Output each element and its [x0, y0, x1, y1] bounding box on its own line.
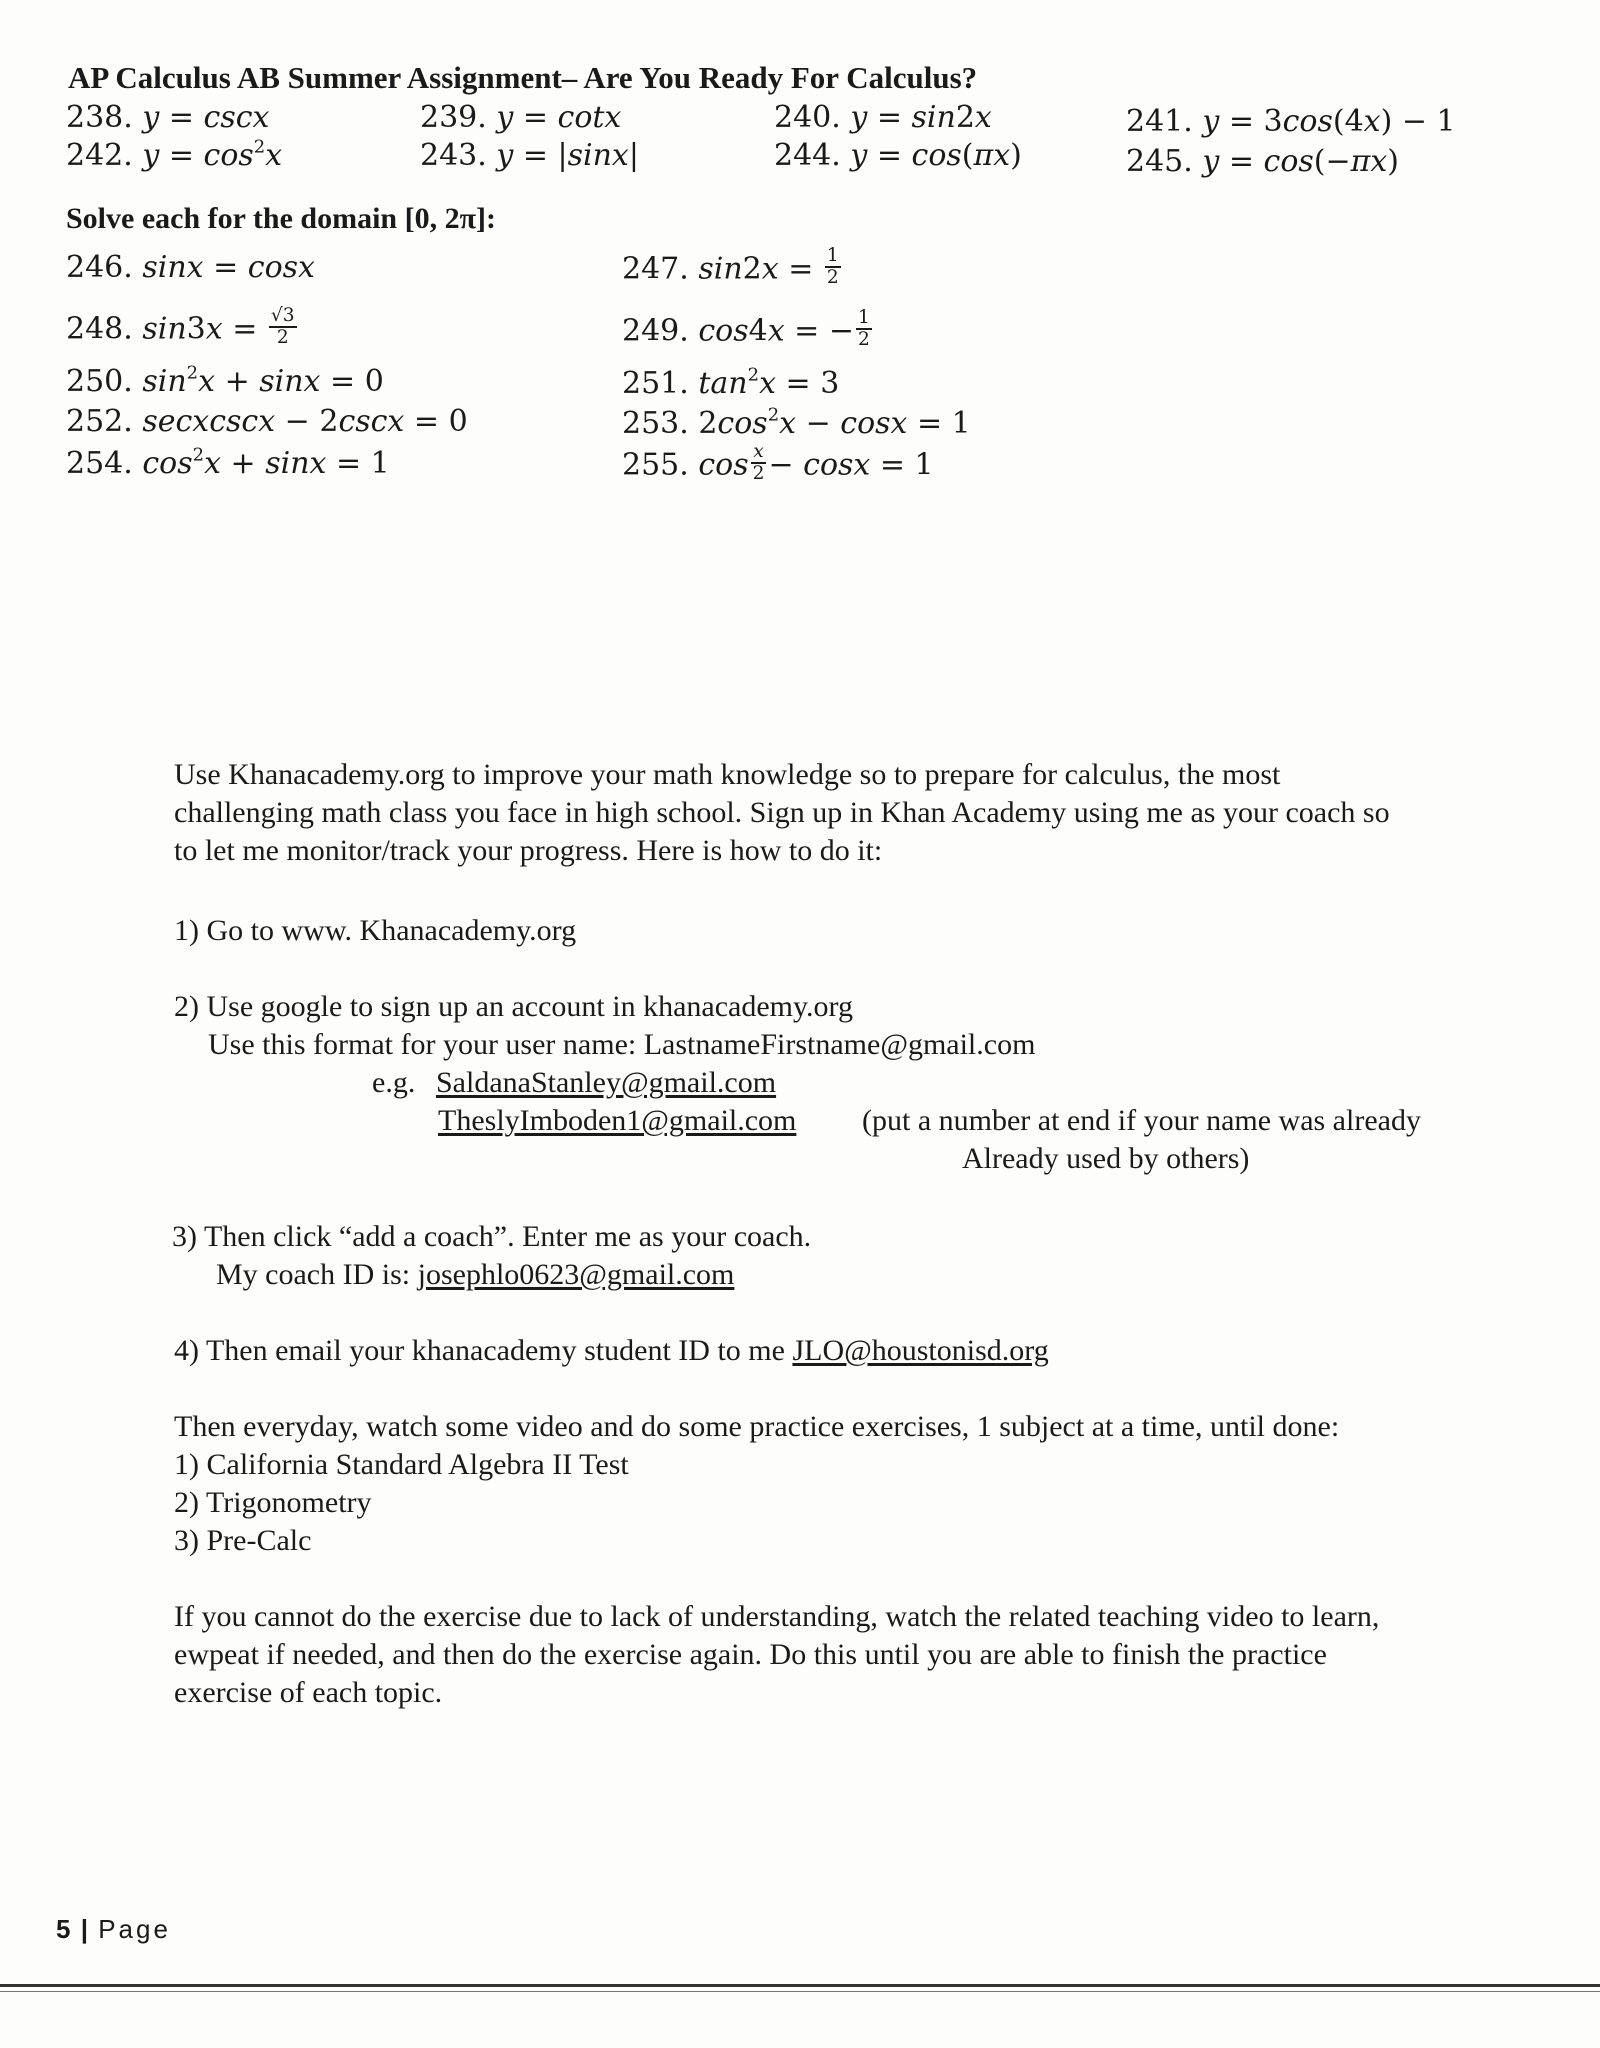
step-2-line-1: 2) Use google to sign up an account in khanacademy.org [174, 990, 853, 1023]
page-footer [56, 1914, 171, 1945]
subject-item: 2) Trigonometry [174, 1486, 372, 1519]
footer-rule-thin [0, 1991, 1600, 1992]
subject-item: 1) California Standard Algebra II Test [174, 1448, 629, 1481]
footer-rule [0, 1984, 1600, 1987]
problem-253: 253. $2\cos^2x - \cos x = 1$ [622, 404, 971, 441]
intro-paragraph: Use Khanacademy.org to improve your math knowledge so to prepare for calculus, the most challenging math class you face in high school. Sign up in Khan Academy using me as your coach so to let me monitor/track your progress. Here is how to do it: [174, 758, 1390, 867]
problem-243: 243. y = |sinx| [420, 138, 639, 173]
problem-244: 244. y = cos(πx) [774, 138, 1022, 173]
solve-heading: Solve each for the domain [0, 2π]: [66, 202, 497, 235]
problem-250: 250. $\sin^2x + \sin x = 0$ [66, 362, 384, 399]
closing-paragraph: If you cannot do the exercise due to lack of understanding, watch the related teaching video to learn, ewpeat if needed, and then do the exercise again. Do this until you are able to finish the practice exercise of each topic. [174, 1600, 1380, 1709]
subject-item: 3) Pre-Calc [174, 1524, 312, 1557]
page-number: 5 [56, 1914, 71, 1944]
example-note: (put a number at end if your name was already [862, 1104, 1421, 1137]
problem-251: 251. $\tan^2x = 3$ [622, 364, 840, 401]
step-2-line-2: Use this format for your user name: LastnameFirstname@gmail.com [208, 1028, 1036, 1061]
problem-242: 242. $y = \cos^2x$ [66, 136, 283, 173]
example-email-2[interactable]: TheslyImboden1@gmail.com [438, 1104, 797, 1137]
problem-248: 248. sin3x = $\frac{√3}{2}$ [66, 305, 295, 348]
step-1: 1) Go to www. Khanacademy.org [174, 914, 577, 947]
example-label: e.g. [372, 1066, 416, 1099]
step-3-line-1: 3) Then click “add a coach”. Enter me as your coach. [172, 1220, 812, 1253]
problem-245: 245. y = cos(−πx) [1126, 144, 1399, 179]
page-label: Page [98, 1914, 171, 1944]
example-note-2: Already used by others) [962, 1142, 1250, 1175]
everyday-text: Then everyday, watch some video and do some practice exercises, 1 subject at a time, until done: [174, 1410, 1340, 1443]
step-3-line-2: My coach ID is: josephlo0623@gmail.com [216, 1258, 735, 1291]
problem-249: 249. cos4x = − $\frac{1}{2}$ [622, 307, 870, 350]
problem-254: 254. $\cos^2x + \sin x = 1$ [66, 444, 390, 481]
coach-id-email[interactable]: josephlo0623@gmail.com [417, 1258, 735, 1291]
problem-247: 247. sin2x = $\frac{1}{2}$ [622, 245, 839, 288]
step-4: 4) Then email your khanacademy student ID to me JLO@houstonisd.org [174, 1334, 1049, 1367]
problem-252: 252. secxcscx − 2cscx = 0 [66, 404, 468, 439]
teacher-email-link[interactable]: JLO@houstonisd.org [792, 1334, 1049, 1367]
problem-241: 241. y = 3cos(4x) − 1 [1126, 104, 1456, 139]
problem-246: 246. sinx = cosx [66, 250, 315, 285]
subject-list [174, 1446, 629, 1560]
page-title: AP Calculus AB Summer Assignment– Are You Ready For Calculus? [68, 60, 978, 95]
footer-separator: | [80, 1914, 88, 1944]
problem-255: 255. cos $\frac{x}{2}$ − cosx = 1 [622, 441, 934, 484]
problem-240: 240. y = sin2x [774, 100, 992, 135]
problem-238: 238. y = cscx [66, 100, 270, 135]
example-email-1[interactable]: SaldanaStanley@gmail.com [436, 1066, 777, 1099]
problem-239: 239. y = cotx [420, 100, 622, 135]
